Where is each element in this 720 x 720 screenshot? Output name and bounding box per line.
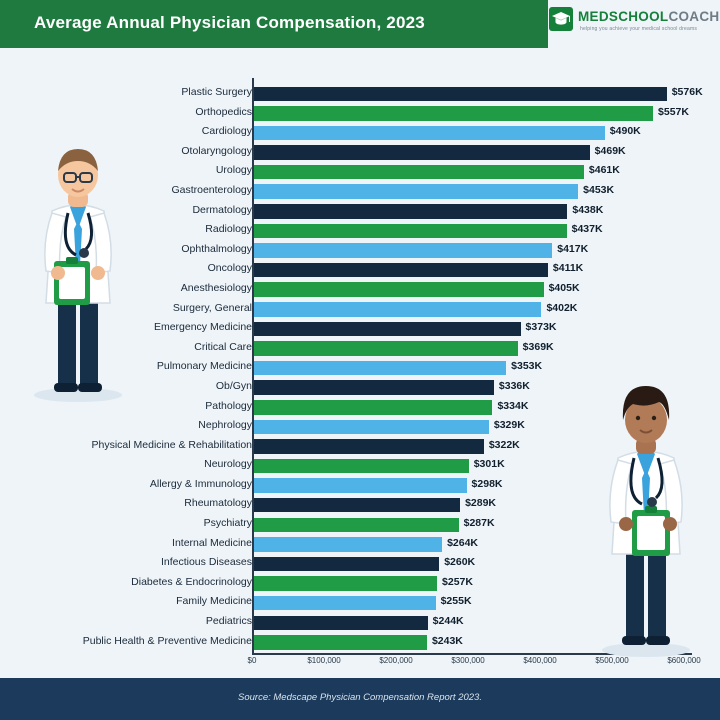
bar-value-label: $244K — [432, 615, 464, 628]
bar-category-label: Dermatology — [192, 203, 252, 216]
bar-category-label: Family Medicine — [176, 595, 252, 608]
graduation-cap-icon — [548, 6, 574, 32]
bar — [252, 616, 428, 631]
bar-fill — [252, 459, 469, 474]
bar-value-label: $287K — [463, 517, 495, 530]
bar-category-label: Allergy & Immunology — [149, 477, 252, 490]
bar-fill — [252, 498, 460, 513]
x-axis-ticks — [0, 656, 720, 672]
bar-category-label: Pediatrics — [205, 615, 252, 628]
bar-fill — [252, 204, 567, 219]
x-axis-tick-label: $500,000 — [595, 656, 629, 665]
bar-value-label: $437K — [571, 223, 603, 236]
bar-fill — [252, 224, 567, 239]
bar — [252, 400, 492, 415]
header — [0, 0, 720, 48]
bar-value-label: $336K — [498, 379, 530, 392]
bar-value-label: $369K — [522, 340, 554, 353]
bar-category-label: Nephrology — [198, 419, 252, 432]
bar-row — [0, 84, 720, 104]
footer — [0, 678, 720, 720]
bar-value-label: $490K — [609, 125, 641, 138]
bar-category-label: Ophthalmology — [181, 242, 252, 255]
bar-value-label: $453K — [583, 183, 615, 196]
bar-chart — [0, 48, 720, 678]
bar — [252, 224, 567, 239]
bar-category-label: Physical Medicine & Rehabilitation — [91, 438, 252, 451]
bar-category-label: Gastroenterology — [171, 183, 252, 196]
bar-value-label: $289K — [465, 497, 497, 510]
bar-fill — [252, 263, 548, 278]
bar-fill — [252, 361, 506, 376]
x-axis-tick-label: $200,000 — [379, 656, 413, 665]
bar-category-label: Internal Medicine — [172, 536, 252, 549]
bar-value-label: $405K — [548, 281, 580, 294]
bar-fill — [252, 576, 437, 591]
bar — [252, 459, 469, 474]
x-axis-tick-label: $600,000 — [667, 656, 701, 665]
logo-wordmark — [578, 9, 719, 24]
bar-value-label: $417K — [557, 242, 589, 255]
bar-value-label: $298K — [471, 477, 503, 490]
bar-category-label: Emergency Medicine — [153, 321, 252, 334]
bar-value-label: $301K — [473, 458, 505, 471]
bar-category-label: Infectious Diseases — [160, 556, 252, 569]
bar-value-label: $557K — [658, 105, 689, 118]
bar-value-label: $438K — [572, 203, 604, 216]
bar — [252, 263, 548, 278]
bar-fill — [252, 400, 492, 415]
bar-fill — [252, 420, 489, 435]
logo-tagline: helping you achieve your medical school dreams — [580, 26, 698, 32]
bar — [252, 537, 442, 552]
bar-category-label: Diabetes & Endocrinology — [131, 575, 252, 588]
bar-value-label: $260K — [444, 556, 476, 569]
bar-value-label: $334K — [497, 399, 529, 412]
bar-category-label: Rheumatology — [184, 497, 252, 510]
bar — [252, 145, 590, 160]
bar — [252, 165, 584, 180]
bar-value-label: $257K — [442, 575, 473, 588]
bar-fill — [252, 439, 484, 454]
bar-value-label: $255K — [440, 595, 472, 608]
bar — [252, 498, 460, 513]
bar-fill — [252, 537, 442, 552]
bar-value-label: $373K — [525, 321, 557, 334]
logo-wordmark-coach: COACH — [668, 9, 720, 24]
x-axis-tick-label: $400,000 — [523, 656, 557, 665]
bar-fill — [252, 145, 590, 160]
bar-fill — [252, 243, 552, 258]
x-axis-tick-label: $100,000 — [307, 656, 341, 665]
bar — [252, 576, 437, 591]
bar — [252, 243, 552, 258]
bar-row — [0, 104, 720, 124]
bar-fill — [252, 184, 578, 199]
source-note: Source: Medscape Physician Compensation Report 2023. — [238, 692, 482, 703]
bar-category-label: Neurology — [204, 458, 252, 471]
bar-fill — [252, 106, 653, 121]
bar — [252, 596, 436, 611]
bar-category-label: Radiology — [205, 223, 252, 236]
bar-category-label: Otolaryngology — [181, 144, 252, 157]
bar-category-label: Oncology — [207, 262, 252, 275]
bar — [252, 106, 653, 121]
bar-category-label: Pulmonary Medicine — [156, 360, 252, 373]
bar-category-label: Cardiology — [201, 125, 252, 138]
bar-value-label: $461K — [588, 164, 620, 177]
bar — [252, 184, 578, 199]
bar-category-label: Psychiatry — [203, 517, 252, 530]
bar-fill — [252, 341, 518, 356]
bar-fill — [252, 165, 584, 180]
bar-fill — [252, 87, 667, 102]
bar-fill — [252, 635, 427, 650]
bar-fill — [252, 596, 436, 611]
bar — [252, 204, 567, 219]
bar-value-label: $329K — [493, 419, 525, 432]
bar-value-label: $243K — [431, 634, 463, 647]
bar-fill — [252, 557, 439, 572]
bar — [252, 302, 541, 317]
bar — [252, 518, 459, 533]
bar — [252, 87, 667, 102]
bar-fill — [252, 518, 459, 533]
bar-value-label: $353K — [511, 360, 543, 373]
bar-fill — [252, 616, 428, 631]
bar-category-label: Ob/Gyn — [215, 379, 252, 392]
bar-category-label: Surgery, General — [172, 301, 252, 314]
bar — [252, 126, 605, 141]
logo-wordmark-med: MEDSCHOOL — [578, 9, 669, 24]
bar-category-label: Critical Care — [194, 340, 252, 353]
bar-fill — [252, 478, 467, 493]
bar — [252, 420, 489, 435]
doctor-illustration-right — [586, 358, 706, 658]
bar — [252, 341, 518, 356]
bar-value-label: $322K — [488, 438, 520, 451]
page-title: Average Annual Physician Compensation, 2023 — [34, 13, 425, 32]
bar — [252, 380, 494, 395]
bar — [252, 361, 506, 376]
bar-category-label: Orthopedics — [195, 105, 252, 118]
bar-value-label: $264K — [447, 536, 479, 549]
bar-category-label: Public Health & Preventive Medicine — [82, 634, 252, 647]
bar — [252, 635, 427, 650]
bar — [252, 282, 544, 297]
y-axis-line — [252, 78, 254, 655]
bar-value-label: $469K — [594, 144, 626, 157]
bar-category-label: Pathology — [205, 399, 252, 412]
bar-category-label: Plastic Surgery — [181, 86, 252, 98]
bar-value-label: $402K — [546, 301, 578, 314]
bar-value-label: $576K — [671, 86, 703, 98]
bar-fill — [252, 380, 494, 395]
doctor-illustration-left — [18, 133, 138, 403]
x-axis-tick-label: $300,000 — [451, 656, 485, 665]
logo — [548, 2, 720, 46]
bar — [252, 439, 484, 454]
bar — [252, 478, 467, 493]
bar-fill — [252, 126, 605, 141]
bar-fill — [252, 282, 544, 297]
bar — [252, 322, 521, 337]
bar-fill — [252, 302, 541, 317]
bar-category-label: Urology — [215, 164, 252, 177]
x-axis-tick-label: $0 — [247, 656, 257, 665]
bar-fill — [252, 322, 521, 337]
bar — [252, 557, 439, 572]
bar-category-label: Anesthesiology — [180, 281, 252, 294]
bar-value-label: $411K — [552, 262, 584, 275]
